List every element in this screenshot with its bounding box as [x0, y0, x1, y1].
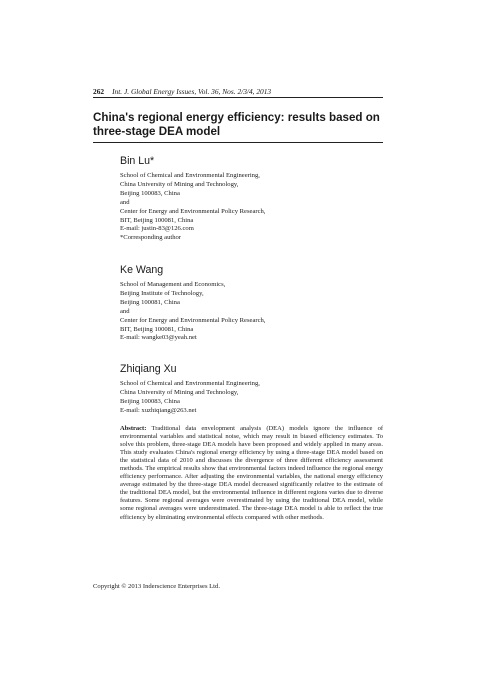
author-name: Bin Lu*	[120, 155, 155, 167]
abstract-text: Traditional data envelopment analysis (DEA) models ignore the influence of environmental variables and statistical noise, which may result in biased efficiency estimates. To solve this problem, three-stage DEA models have been proposed and widely applied in many areas. This study evaluates China's regional energy efficiency by using a three-stage DEA model based on the statistical data of 2010 and discusses the divergence of three different efficiency assessment methods. The empirical results show that environmental factors indeed influence the regional energy efficiency performance. After adjusting the environmental variables, the national energy efficiency average estimated by the three-stage DEA model decreased significantly relative to the estimate of the traditional DEA model, but the environmental influence in different regions varies due to diverse features. Some regional averages were overestimated by using the traditional DEA model, while some regional averages were underestimated. The three-stage DEA model is able to reflect the true efficiency by eliminating environmental effects compared with other methods.	[120, 425, 383, 521]
title-rule	[93, 142, 383, 143]
affiliation-line: BIT, Beijing 100081, China	[120, 325, 194, 333]
copyright-notice: Copyright © 2013 Inderscience Enterprises Ltd.	[93, 583, 220, 590]
author-name: Ke Wang	[120, 264, 164, 276]
email-line: E-mail: justin-83@126.com	[120, 225, 194, 233]
page-number: 262	[93, 87, 105, 96]
affiliation-line: and	[120, 307, 130, 315]
author-name: Zhiqiang Xu	[120, 363, 177, 375]
affiliation-line: Center for Energy and Environmental Policy Research,	[120, 316, 266, 324]
affiliation-line: China University of Mining and Technology,	[120, 180, 239, 188]
journal-citation: Int. J. Global Energy Issues, Vol. 36, Nos. 2/3/4, 2013	[112, 87, 272, 96]
affiliation-line: School of Chemical and Environmental Engineering,	[120, 380, 260, 387]
abstract-label: Abstract:	[120, 425, 147, 432]
affiliation-line: School of Management and Economics,	[120, 281, 226, 288]
affiliation-line: BIT, Beijing 100081, China	[120, 216, 194, 224]
affiliation-line: Center for Energy and Environmental Policy Research,	[120, 207, 266, 215]
affiliation-line: Beijing 100081, China	[120, 298, 180, 306]
email-line: E-mail: xuzhiqiang@263.net	[120, 406, 197, 414]
affiliation-line: Beijing 100083, China	[120, 189, 180, 197]
affiliation-line: and	[120, 198, 130, 206]
corresponding-author-note: *Corresponding author	[120, 234, 181, 242]
affiliation-line: Beijing 100083, China	[120, 397, 180, 405]
author-block-3	[120, 363, 390, 416]
abstract	[120, 425, 383, 522]
running-header	[93, 87, 383, 96]
header-rule	[93, 97, 383, 98]
affiliation-line: China University of Mining and Technology,	[120, 388, 239, 396]
affiliation-line: School of Chemical and Environmental Engineering,	[120, 172, 260, 179]
author-block-1	[120, 155, 390, 243]
paper-title: China's regional energy efficiency: results based on three-stage DEA model	[93, 111, 380, 138]
author-block-2	[120, 264, 390, 343]
affiliation-line: Beijing Institute of Technology,	[120, 289, 204, 297]
email-line: E-mail: wangke03@yeah.net	[120, 334, 197, 342]
